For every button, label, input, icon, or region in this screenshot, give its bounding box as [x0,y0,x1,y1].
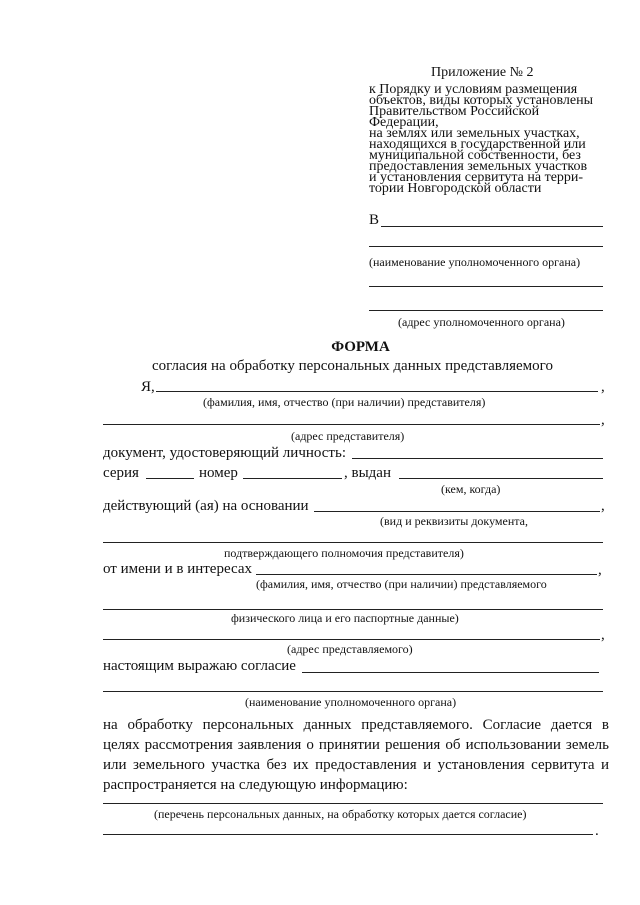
consent-paragraph [103,715,609,795]
rep-address-caption: (адрес представителя) [291,429,405,443]
header-line: тории Новгородской области [369,181,542,196]
header-line: Правительством Российской Федерации, [369,104,540,130]
issued-by-field[interactable] [399,478,603,479]
appendix-label: Приложение № 2 [431,65,534,80]
header-line: находящихся в государственной или [369,137,586,152]
period: . [595,823,599,839]
consent-organ-field-2[interactable] [103,691,603,692]
represented-address-field[interactable] [103,639,600,640]
personal-data-list-field-2[interactable] [103,834,593,835]
list-caption: (перечень персональных данных, на обработку которых дается согласие) [154,807,527,821]
representative-address-field[interactable] [103,424,600,425]
header-line: объектов, виды которых установлены [369,93,593,108]
series-label: серия [103,465,139,481]
header-line: к Порядку и условиям размещения [369,82,578,97]
authority-caption: подтверждающего полномочия представителя) [224,546,464,560]
basis-document-field-2[interactable] [103,542,603,543]
header-line: на землях или земельных участках, [369,126,580,141]
address-caption: (адрес уполномоченного органа) [398,315,565,329]
comma: , [598,562,602,578]
addressee-organ-field-1[interactable] [381,226,603,227]
form-subtitle: согласия на обработку персональных данных представляемого [152,358,553,374]
issued-caption: (кем, когда) [441,482,501,496]
consent-organ-field[interactable] [302,672,599,673]
number-label: номер [199,465,238,481]
addressee-prefix: В [369,212,380,228]
comma: , [601,379,605,395]
header-line: муниципальной собственности, без [369,148,581,163]
fio-caption: (фамилия, имя, отчество (при наличии) представителя) [203,395,486,409]
number-field[interactable] [243,478,342,479]
ya-label: Я, [141,379,155,395]
represented-fio-field[interactable] [256,574,597,575]
header-text [369,84,609,194]
represented-address-caption: (адрес представляемого) [287,642,413,656]
consent-label: настоящим выражаю согласие [103,658,296,674]
acting-label: действующий (ая) на основании [103,498,309,514]
series-field[interactable] [146,478,194,479]
addressee-address-field-1[interactable] [369,286,603,287]
paragraph-line: целях рассмотрения заявления о принятии решения об использовании земель [103,737,609,753]
header-line: предоставления земельных участков [369,159,588,174]
basis-document-field[interactable] [314,511,600,512]
identity-document-field[interactable] [352,458,603,459]
comma: , [601,627,605,643]
addressee-organ-field-2[interactable] [369,246,603,247]
passport-caption: физического лица и его паспортные данные) [231,611,459,625]
personal-data-list-field[interactable] [103,803,603,804]
document-label: документ, удостоверяющий личность: [103,445,346,461]
comma: , [601,412,605,428]
form-title: ФОРМА [331,339,390,355]
paragraph-line: распространяется на следующую информацию: [103,777,408,793]
paragraph-line: на обработку персональных данных представляемого. Согласие дается в [103,717,609,733]
represented-fio-caption: (фамилия, имя, отчество (при наличии) представляемого [256,577,547,591]
representative-fio-field[interactable] [156,391,598,392]
on-behalf-label: от имени и в интересах [103,561,252,577]
addressee-address-field-2[interactable] [369,310,603,311]
issued-label: , выдан [344,465,391,481]
comma: , [601,498,605,514]
organ-caption: (наименование уполномоченного органа) [369,255,581,269]
passport-data-field[interactable] [103,609,603,610]
organ-caption-2: (наименование уполномоченного органа) [245,695,457,709]
paragraph-line: или земельного участка без их предоставления и установления сервитута и [103,757,609,773]
doc-kind-caption: (вид и реквизиты документа, [380,514,528,528]
header-line: и установления сервитута на терри- [369,170,584,185]
